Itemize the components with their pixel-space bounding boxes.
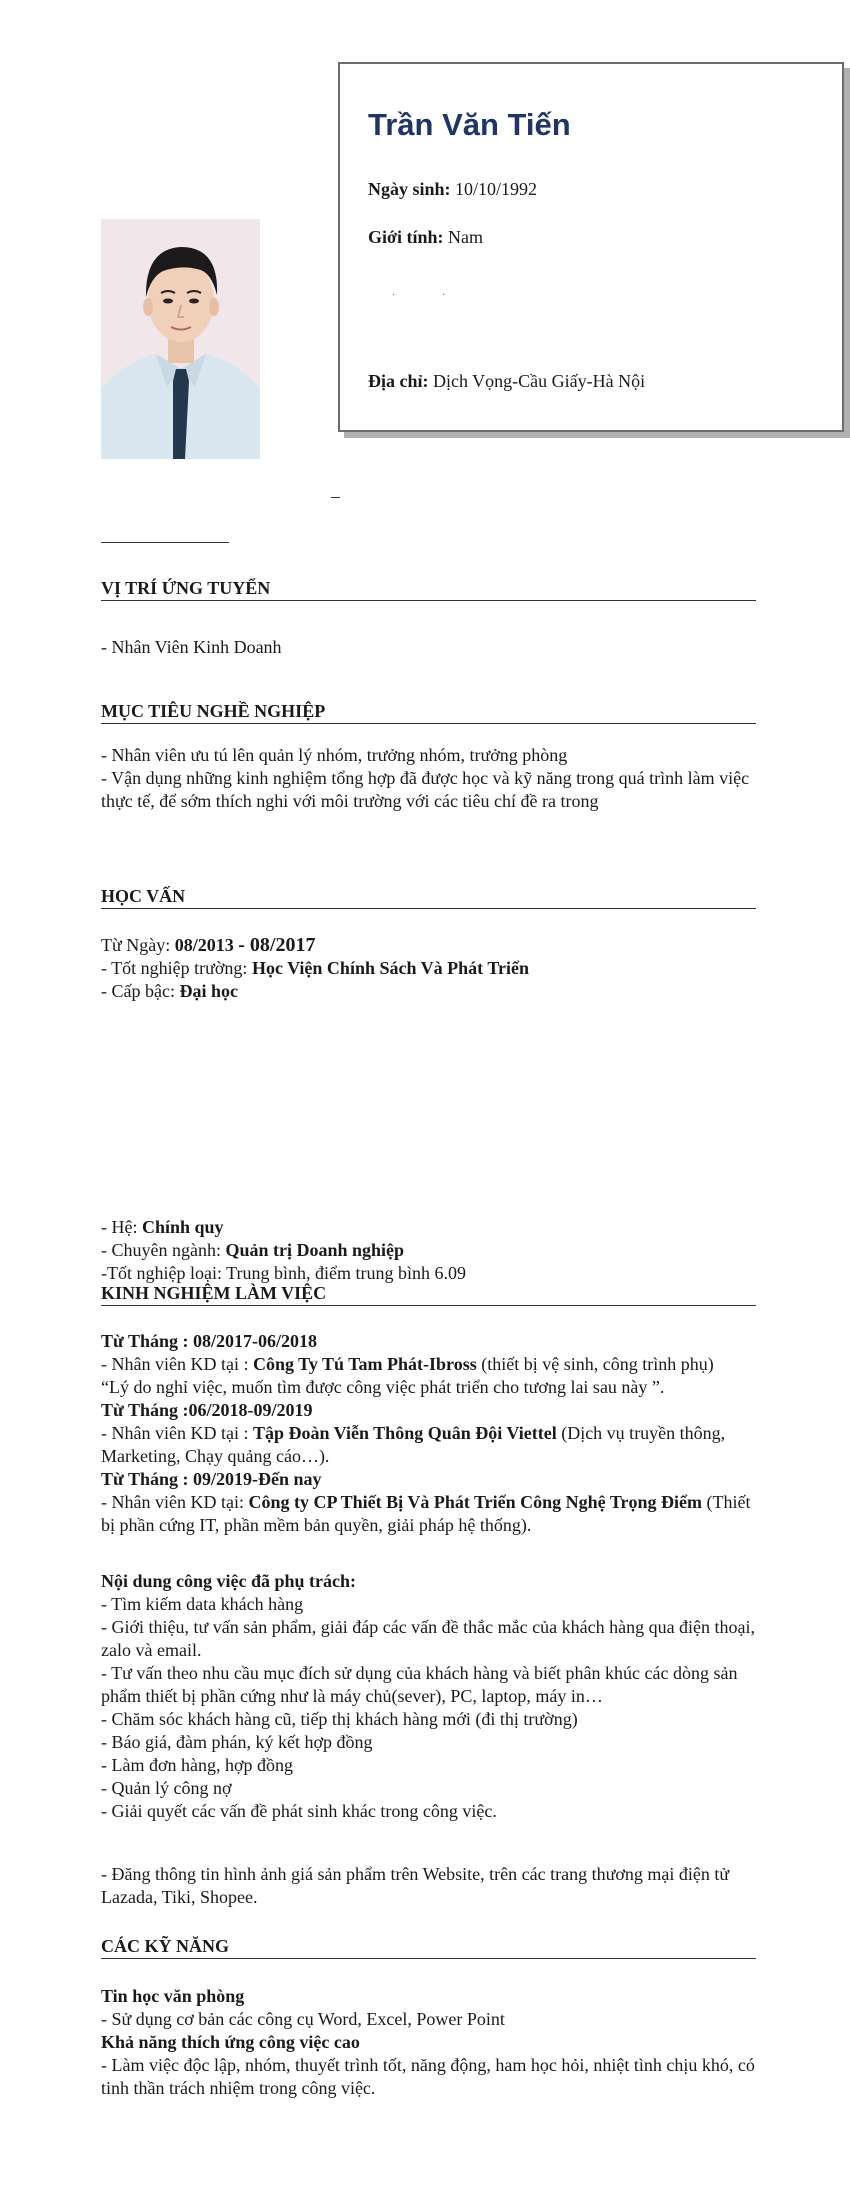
faint-mark: · <box>392 290 396 301</box>
profile-photo-image <box>101 219 260 459</box>
skill2-title: Khả năng thích ứng công việc cao <box>101 2032 360 2052</box>
address-line <box>368 370 645 393</box>
education-school-label: - Tốt nghiệp trường: <box>101 958 248 978</box>
duty-item: - Tìm kiếm data khách hàng <box>101 1594 304 1614</box>
duty-item: - Tư vấn theo nhu cầu mục đích sử dụng của khách hàng và biết phân khúc các dòng sản phẩm thiết bị phần cứng như là máy chủ(sever), PC, laptop, máy in… <box>101 1663 738 1706</box>
job2-period: Từ Tháng :06/2018-09/2019 <box>101 1400 313 1420</box>
education-school <box>101 957 761 980</box>
duty-item: - Quản lý công nợ <box>101 1778 232 1798</box>
objective-text <box>101 744 761 813</box>
job1-label: - Nhân viên KD tại : <box>101 1354 249 1374</box>
experience-list <box>101 1330 761 1537</box>
job1-company: Công Ty Tú Tam Phát-Ibross <box>252 1354 477 1374</box>
position-text: - Nhân Viên Kinh Doanh <box>101 637 282 657</box>
section-title-experience: KINH NGHIỆM LÀM VIỆC <box>101 1282 756 1306</box>
job3-description: (Thiết bị phần cứng IT, phần mềm bản quyền, giải pháp hệ thống). <box>101 1492 751 1535</box>
profile-photo <box>101 219 260 459</box>
education-major-value: Quản trị Doanh nghiệp <box>225 1240 405 1260</box>
birth-date-value: 10/10/1992 <box>455 179 538 199</box>
objective-line-2: - Vận dụng những kinh nghiệm tổng hợp đã được học và kỹ năng trong quá trình làm việc thực tế, để sớm thích nghi với môi trường với các tiêu chí đề ra trong <box>101 768 750 811</box>
education-from-label: Từ Ngày: <box>101 935 171 955</box>
personal-info-box <box>338 62 844 432</box>
education-level <box>101 980 761 1003</box>
section-title-education: HỌC VẤN <box>101 885 756 909</box>
duty-item: - Báo giá, đàm phán, ký kết hợp đồng <box>101 1732 373 1752</box>
job3-company: Công ty CP Thiết Bị Và Phát Triển Công Nghệ Trọng Điểm <box>248 1492 703 1512</box>
faint-mark: · <box>442 290 446 301</box>
education-level-label: - Cấp bậc: <box>101 981 175 1001</box>
education-grade: -Tốt nghiệp loại: Trung bình, điểm trung bình 6.09 <box>101 1263 466 1283</box>
candidate-name: Trần Văn Tiến <box>368 107 571 142</box>
section-title-objective: MỤC TIÊU NGHỀ NGHIỆP <box>101 700 756 724</box>
skill1-title: Tin học văn phòng <box>101 1986 245 2006</box>
education-from-value: 08/2013 <box>174 935 234 955</box>
job1-reason: “Lý do nghỉ việc, muốn tìm được công việc phát triển cho tương lai sau này ”. <box>101 1377 665 1397</box>
duty-item: - Giải quyết các vấn đề phát sinh khác trong công việc. <box>101 1801 497 1821</box>
education-school-value: Học Viện Chính Sách Và Phát Triển <box>251 958 529 978</box>
extra-duty: - Đăng thông tin hình ảnh giá sản phẩm trên Website, trên các trang thương mại điện tử Lazada, Tiki, Shopee. <box>101 1864 730 1907</box>
education-major <box>101 1239 761 1262</box>
duty-item: - Chăm sóc khách hàng cũ, tiếp thị khách hàng mới (đi thị trường) <box>101 1709 578 1729</box>
birth-date-label: Ngày sinh: <box>368 179 451 199</box>
short-divider <box>101 542 229 543</box>
job2-line <box>101 1422 761 1468</box>
job1-period: Từ Tháng : 08/2017-06/2018 <box>101 1331 317 1351</box>
duties-title: Nội dung công việc đã phụ trách: <box>101 1571 357 1591</box>
skill2-text: - Làm việc độc lập, nhóm, thuyết trình tốt, năng động, ham học hỏi, nhiệt tình chịu khó, có tinh thần trách nhiệm trong công việc. <box>101 2055 755 2098</box>
job2-description: (Dịch vụ truyền thông, Marketing, Chạy quảng cáo…). <box>101 1423 726 1466</box>
education-system-value: Chính quy <box>141 1217 224 1237</box>
section-title-skills: CÁC KỸ NĂNG <box>101 1935 756 1959</box>
job1-description: (thiết bị vệ sinh, công trình phụ) <box>481 1354 714 1374</box>
small-dash-mark <box>331 497 340 498</box>
education-dates <box>101 934 761 957</box>
gender-label: Giới tính: <box>368 227 444 247</box>
skill1-text: - Sử dụng cơ bản các công cụ Word, Excel, Power Point <box>101 2009 505 2029</box>
education-major-label: - Chuyên ngành: <box>101 1240 221 1260</box>
education-system <box>101 1216 761 1239</box>
duty-item: - Làm đơn hàng, hợp đồng <box>101 1755 294 1775</box>
job1-line <box>101 1353 761 1376</box>
job3-label: - Nhân viên KD tại: <box>101 1492 244 1512</box>
duties-block <box>101 1570 761 1823</box>
education-level-value: Đại học <box>179 981 238 1001</box>
address-label: Địa chỉ: <box>368 371 429 391</box>
education-to-value: - 08/2017 <box>238 934 316 956</box>
skills-block <box>101 1985 761 2100</box>
job2-company: Tập Đoàn Viễn Thông Quân Đội Viettel <box>252 1423 557 1443</box>
birth-date-line <box>368 178 537 201</box>
duty-item: - Giới thiệu, tư vấn sản phẩm, giải đáp các vấn đề thắc mắc của khách hàng qua điện thoại, zalo và email. <box>101 1617 756 1660</box>
job3-period: Từ Tháng : 09/2019-Đến nay <box>101 1469 322 1489</box>
gender-line <box>368 226 483 249</box>
job2-label: - Nhân viên KD tại : <box>101 1423 249 1443</box>
section-title-position: VỊ TRÍ ỨNG TUYỂN <box>101 577 756 601</box>
job3-line <box>101 1491 761 1537</box>
address-value: Dịch Vọng-Cầu Giấy-Hà Nội <box>433 371 646 391</box>
objective-line-1: - Nhân viên ưu tú lên quản lý nhóm, trưởng nhóm, trưởng phòng <box>101 745 568 765</box>
gender-value: Nam <box>447 227 483 247</box>
education-system-label: - Hệ: <box>101 1217 138 1237</box>
